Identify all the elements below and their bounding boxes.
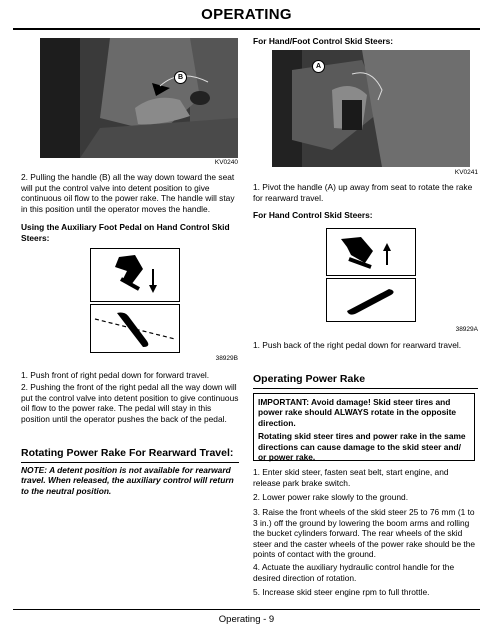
paragraph-pull-handle: 2. Pulling the handle (B) all the way down toward the seat will put the control valve into detent position to give continuous oil flow to the power rake. The handle will stay in this position until the operator moves the handle.	[21, 172, 235, 214]
pedal-forward-icon	[91, 305, 179, 352]
footer-rule	[13, 609, 480, 610]
photo-handle-a	[272, 50, 470, 167]
section-rule-right	[253, 388, 478, 389]
step-2: 2. Lower power rake slowly to the ground.	[253, 492, 409, 502]
pedal-frame-bottom	[326, 278, 416, 322]
pedal-figure-id-right: 38929A	[455, 326, 478, 333]
step-5: 5. Increase skid steer engine rpm to full throttle.	[253, 587, 430, 597]
paragraph-pivot-handle: 1. Pivot the handle (A) up away from seat to rotate the rake for rearward travel.	[253, 182, 473, 203]
heel-pressing-pedal-icon	[327, 229, 415, 275]
operator-photo-illustration	[40, 38, 238, 158]
pedal-figure-38929a	[326, 228, 416, 322]
page-header-title: OPERATING	[201, 6, 292, 23]
paragraph-push-front-pedal: 1. Push front of right pedal down for forward travel.	[21, 370, 210, 380]
photo1-figure-id: KV0240	[214, 159, 238, 166]
paragraph-pushing-front-pedal: 2. Pushing the front of the right pedal all the way down will put the control valve into detent position to give continuous oil flow to the power rake. The pedal will stay in this position until the operator pushes the back of the pedal.	[21, 382, 239, 424]
paragraph-push-back-pedal: 1. Push back of the right pedal down for rearward travel.	[253, 340, 462, 350]
pedal-figure-38929b	[90, 248, 180, 353]
foot-pressing-pedal-icon	[91, 249, 179, 301]
pedal-frame-top	[326, 228, 416, 276]
callout-b: B	[174, 71, 187, 84]
page-footer: Operating - 9	[218, 614, 275, 625]
pedal-frame-top	[90, 248, 180, 302]
photo-handle-b	[40, 38, 238, 158]
heading-hand-foot-control: For Hand/Foot Control Skid Steers:	[253, 36, 394, 46]
step-3: 3. Raise the front wheels of the skid steer 25 to 76 mm (1 to 3 in.) off the ground by lowering the boom arms and rolling the bucket cylinders forward. The rear wheels of the skid steer and the caster wheels of the power rake should be the points of contact with the ground.	[253, 507, 476, 560]
section-rule-left	[21, 462, 239, 463]
pedal-figure-id-left: 38929B	[215, 355, 238, 362]
pedal-rearward-icon	[327, 279, 415, 321]
section-title-operating-power-rake: Operating Power Rake	[253, 373, 366, 385]
photo2-figure-id: KV0241	[454, 169, 478, 176]
pedal-frame-bottom	[90, 304, 180, 353]
important-box	[253, 393, 475, 461]
important-warning-1: IMPORTANT: Avoid damage! Skid steer tires and power rake should ALWAYS rotate in the opposite direction.	[258, 397, 457, 428]
section-title-rearward: Rotating Power Rake For Rearward Travel:	[21, 447, 234, 459]
heading-aux-foot-pedal: Using the Auxiliary Foot Pedal on Hand Control Skid Steers:	[21, 222, 230, 243]
note-no-detent: NOTE: A detent position is not available for rearward travel. When released, the auxiliary control will return to the neutral position.	[21, 465, 234, 496]
heading-hand-control: For Hand Control Skid Steers:	[253, 210, 373, 220]
header-rule	[13, 28, 480, 30]
step-4: 4. Actuate the auxiliary hydraulic control handle for the desired direction of rotation.	[253, 562, 455, 583]
step-1: 1. Enter skid steer, fasten seat belt, start engine, and release park brake switch.	[253, 467, 449, 488]
important-warning-2: Rotating skid steer tires and power rake in the same directions can cause damage to the skid steer and/ or power rake.	[258, 431, 466, 463]
callout-a: A	[312, 60, 325, 73]
operator-photo-illustration	[272, 50, 470, 167]
